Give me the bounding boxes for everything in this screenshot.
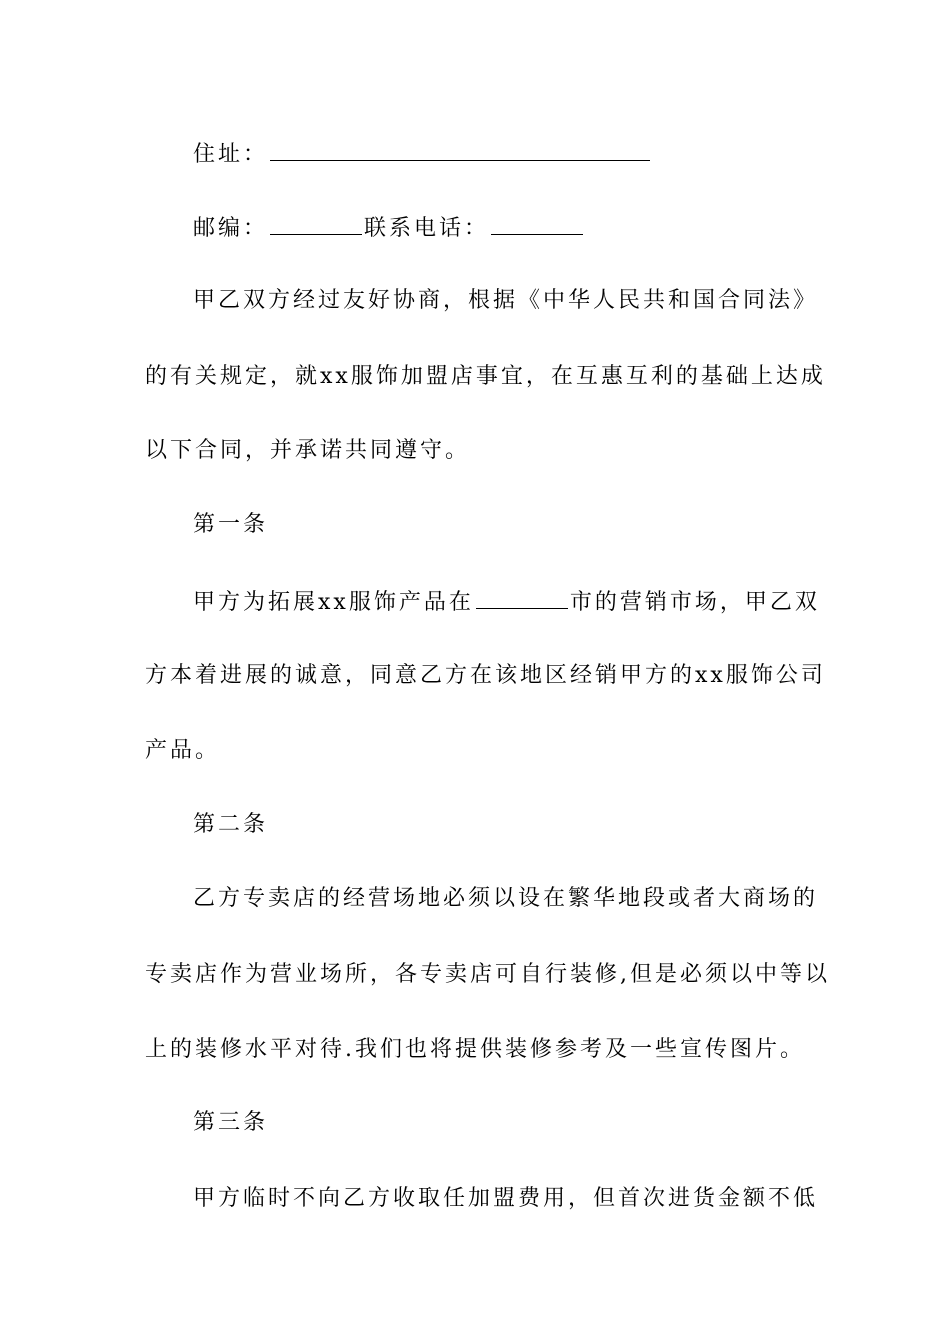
zip-blank <box>270 212 362 235</box>
article-1-title: 第一条 <box>193 512 269 537</box>
article-2-line-3: 上的装修水平对待.我们也将提供装修参考及一些宣传图片。 <box>145 1037 805 1062</box>
city-blank <box>476 586 568 609</box>
article-1-text-b: 市的营销市场，甲乙双 <box>569 590 820 615</box>
phone-blank <box>491 212 583 235</box>
intro-line-3: 以下合同，并承诺共同遵守。 <box>145 438 471 463</box>
phone-label: 联系电话： <box>364 216 490 241</box>
article-1-line-3: 产品。 <box>145 738 221 763</box>
address-label: 住址： <box>193 142 269 167</box>
zip-label: 邮编： <box>193 216 269 241</box>
article-1-line-1 <box>193 586 820 618</box>
intro-line-1: 甲乙双方经过友好协商，根据《中华人民共和国合同法》 <box>193 288 819 313</box>
contact-line <box>193 212 585 244</box>
address-line <box>193 138 652 170</box>
article-2-line-2: 专卖店作为营业场所，各专卖店可自行装修,但是必须以中等以 <box>145 962 830 987</box>
article-1-text-a: 甲方为拓展xx服饰产品在 <box>193 590 474 615</box>
address-blank <box>270 138 650 161</box>
article-3-title: 第三条 <box>193 1110 269 1135</box>
article-2-title: 第二条 <box>193 812 269 837</box>
article-1-line-2: 方本着进展的诚意，同意乙方在该地区经销甲方的xx服饰公司 <box>145 663 826 688</box>
article-3-line-1: 甲方临时不向乙方收取任加盟费用，但首次进货金额不低 <box>193 1186 819 1211</box>
article-2-line-1: 乙方专卖店的经营场地必须以设在繁华地段或者大商场的 <box>193 886 819 911</box>
intro-line-2: 的有关规定，就xx服饰加盟店事宜，在互惠互利的基础上达成 <box>145 364 826 389</box>
